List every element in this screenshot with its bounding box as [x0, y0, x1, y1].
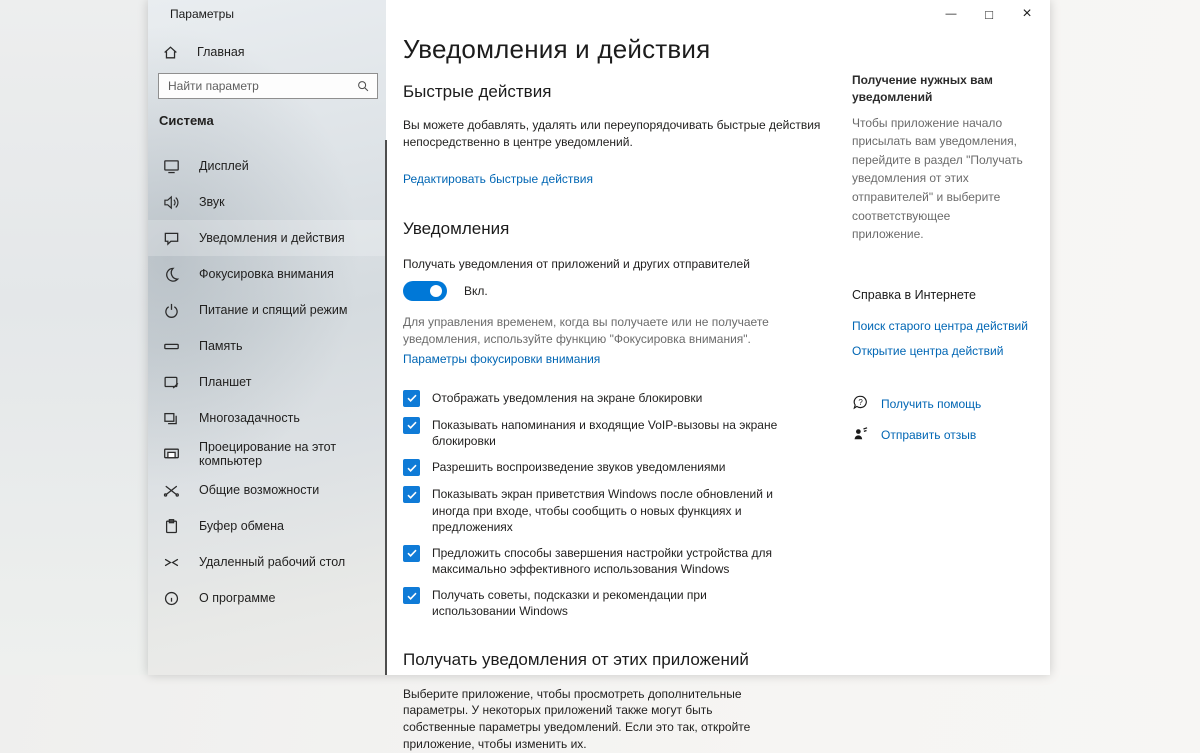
sidebar-item-focus-assist[interactable] — [148, 256, 385, 292]
sidebar-item-label: Проецирование на этот компьютер — [199, 440, 337, 468]
toggle-knob — [430, 285, 442, 297]
sidebar-item-clipboard[interactable] — [148, 508, 385, 544]
checkbox-label: Предложить способы завершения настройки устройства для максимально эффективного использования Windows — [432, 545, 773, 577]
power-icon — [163, 302, 180, 319]
minimize-button[interactable]: — — [945, 8, 957, 20]
storage-icon — [163, 338, 180, 355]
edit-quick-actions-link[interactable]: Редактировать быстрые действия — [403, 171, 593, 186]
sidebar-nav — [148, 148, 385, 616]
search-input[interactable] — [159, 79, 356, 93]
quick-actions-heading: Быстрые действия — [403, 82, 552, 101]
checkbox-reminders-voip[interactable] — [403, 417, 843, 449]
get-help-link[interactable]: Получить помощь — [881, 396, 982, 411]
checkbox-label: Показывать напоминания и входящие VoIP-вызовы на экране блокировки — [432, 417, 778, 449]
sidebar-item-storage[interactable] — [148, 328, 385, 364]
sidebar-item-label: Многозадачность — [199, 411, 300, 425]
notifications-toggle[interactable] — [403, 281, 447, 301]
sidebar-group-title: Система — [159, 113, 214, 128]
sidebar-item-label: Планшет — [199, 375, 252, 389]
checked-checkbox-icon — [403, 587, 420, 604]
tablet-icon — [163, 374, 180, 391]
svg-text:?: ? — [858, 397, 863, 407]
notification-options-list — [403, 390, 843, 620]
notifications-toggle-label: Получать уведомления от приложений и других отправителей — [403, 256, 750, 271]
caption-buttons — [932, 0, 1046, 30]
sidebar-item-label: Общие возможности — [199, 483, 320, 497]
sidebar-item-label: Память — [199, 339, 243, 353]
sidebar-item-about[interactable] — [148, 580, 385, 616]
sidebar-item-label: О программе — [199, 591, 276, 605]
checked-checkbox-icon — [403, 417, 420, 434]
sidebar — [148, 0, 386, 675]
sidebar-home-label: Главная — [197, 45, 245, 59]
chat-bubble-icon — [163, 230, 180, 247]
checkbox-finish-setup[interactable] — [403, 545, 843, 577]
sidebar-item-label: Питание и спящий режим — [199, 303, 348, 317]
aside-tip-heading: Получение нужных вам уведомлений — [852, 73, 993, 104]
projecting-icon — [163, 446, 180, 463]
sidebar-item-sound[interactable] — [148, 184, 385, 220]
sidebar-item-label: Звук — [199, 195, 225, 209]
online-help-links — [852, 319, 1030, 358]
window-title: Параметры — [170, 7, 234, 21]
checked-checkbox-icon — [403, 459, 420, 476]
settings-window — [148, 0, 1050, 752]
page-title: Уведомления и действия — [403, 34, 711, 64]
aside-tip-text: Чтобы приложение начало присылать вам уведомления, перейдите в раздел "Получать уведомления от этих отправителей" и выберите соответствующее приложение. — [852, 115, 1023, 242]
checkbox-welcome-experience[interactable] — [403, 486, 843, 535]
feedback-icon — [852, 425, 869, 445]
notifications-heading: Уведомления — [403, 218, 510, 238]
checked-checkbox-icon — [403, 486, 420, 503]
focus-assist-settings-link[interactable]: Параметры фокусировки внимания — [403, 351, 601, 366]
sidebar-item-label: Уведомления и действия — [199, 231, 345, 245]
notifications-toggle-row — [403, 281, 843, 301]
checkbox-lock-screen-notifications[interactable] — [403, 390, 843, 407]
get-help-row[interactable] — [852, 394, 1030, 414]
sidebar-item-display[interactable] — [148, 148, 385, 184]
sidebar-item-tablet[interactable] — [148, 364, 385, 400]
sidebar-item-projecting[interactable] — [148, 436, 385, 472]
sidebar-item-notifications[interactable] — [148, 220, 385, 256]
checked-checkbox-icon — [403, 545, 420, 562]
sidebar-item-home[interactable] — [158, 38, 376, 66]
main-column — [403, 34, 843, 753]
sidebar-item-label: Фокусировка внимания — [199, 267, 334, 281]
content-pane — [386, 0, 1050, 752]
send-feedback-row[interactable] — [852, 425, 1030, 445]
clipboard-icon — [163, 518, 180, 535]
checkbox-label: Разрешить воспроизведение звуков уведомлениями — [432, 460, 726, 475]
search-icon — [356, 79, 370, 93]
support-links — [852, 394, 1030, 445]
sidebar-item-label: Удаленный рабочий стол — [199, 555, 346, 569]
help-link-old-action-center[interactable]: Поиск старого центра действий — [852, 318, 1028, 333]
remote-desktop-icon — [163, 554, 180, 571]
sidebar-item-shared-experiences[interactable] — [148, 472, 385, 508]
checkbox-label: Получать советы, подсказки и рекомендации при использовании Windows — [432, 588, 707, 619]
sidebar-item-power-sleep[interactable] — [148, 292, 385, 328]
checkbox-label: Показывать экран приветствия Windows после обновлений и иногда при входе, чтобы сообщить о новых функциях и предложениях — [432, 487, 773, 534]
sidebar-item-multitasking[interactable] — [148, 400, 385, 436]
apps-section-description: Выберите приложение, чтобы просмотреть дополнительные параметры. У некоторых приложений также могут быть собственные параметры уведомлений. Если это так, откройте приложение, чтобы изменить их. — [403, 686, 751, 752]
close-button[interactable]: × — [1022, 5, 1032, 22]
display-icon — [163, 158, 180, 175]
pane-scrollbar[interactable] — [385, 140, 387, 675]
checkbox-tips-suggestions[interactable] — [403, 587, 843, 619]
desktop-background — [0, 0, 148, 675]
help-link-open-action-center[interactable]: Открытие центра действий — [852, 343, 1004, 358]
sidebar-item-label: Буфер обмена — [199, 519, 284, 533]
quick-actions-description: Вы можете добавлять, удалять или переупорядочивать быстрые действия непосредственно в центре уведомлений. — [403, 118, 821, 149]
speaker-icon — [163, 194, 180, 211]
maximize-button[interactable]: □ — [985, 6, 993, 22]
apps-section-heading: Получать уведомления от этих приложений — [403, 649, 749, 669]
focus-assist-note: Для управления временем, когда вы получаете или не получаете уведомления, используйте функцию "Фокусировка внимания". — [403, 315, 769, 347]
checked-checkbox-icon — [403, 390, 420, 407]
sidebar-item-remote-desktop[interactable] — [148, 544, 385, 580]
moon-icon — [163, 266, 180, 283]
aside-column — [852, 72, 1030, 445]
home-icon — [162, 44, 179, 61]
checkbox-label: Отображать уведомления на экране блокировки — [432, 390, 703, 405]
get-help-icon — [852, 394, 869, 414]
toggle-state-label: Вкл. — [464, 284, 488, 299]
info-icon — [163, 590, 180, 607]
online-help-heading: Справка в Интернете — [852, 287, 976, 302]
sidebar-item-label: Дисплей — [199, 159, 249, 173]
search-box[interactable] — [158, 73, 378, 99]
checkbox-notification-sounds[interactable] — [403, 459, 843, 476]
multitasking-icon — [163, 410, 180, 427]
shared-experiences-icon — [163, 482, 180, 499]
send-feedback-link[interactable]: Отправить отзыв — [881, 427, 977, 442]
